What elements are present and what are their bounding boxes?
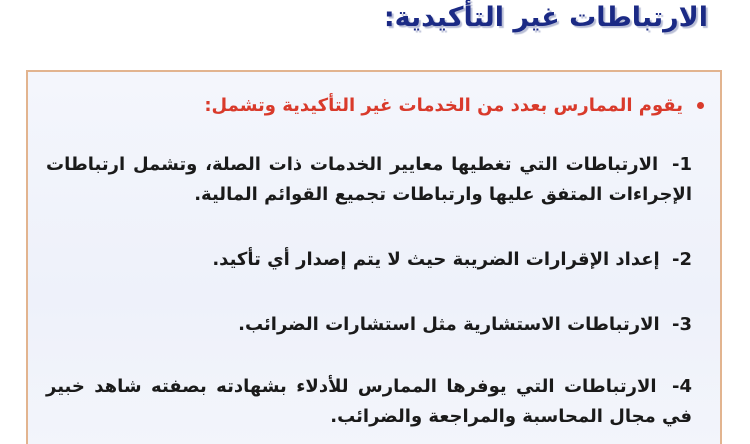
slide-title: الارتباطات غير التأكيدية: <box>383 2 708 33</box>
item-text: الارتباطات التي يوفرها الممارس للأدلاء بشهادته بصفته شاهد خبير في مجال المحاسبة والمراجعة والضرائب. <box>46 376 692 427</box>
title-bar <box>0 0 750 54</box>
item-text: الارتباطات الاستشارية مثل استشارات الضرائب. <box>238 314 660 335</box>
content-box <box>26 70 722 444</box>
bullet-dot-icon <box>697 102 704 109</box>
item-number: 3- <box>671 314 692 335</box>
lead-text: يقوم الممارس بعدد من الخدمات غير التأكيدية وتشمل: <box>204 94 683 116</box>
list-item <box>46 310 692 340</box>
list-item <box>46 150 692 210</box>
item-number: 4- <box>671 376 692 397</box>
item-number: 1- <box>671 154 692 175</box>
item-text: إعداد الإقرارات الضريبة حيث لا يتم إصدار أي تأكيد. <box>212 249 660 270</box>
list-item <box>46 245 692 275</box>
list-item <box>46 372 692 432</box>
item-text: الارتباطات التي تغطيها معايير الخدمات ذات الصلة، وتشمل ارتباطات الإجراءات المتفق عليها وارتباطات تجميع القوائم المالية. <box>46 154 692 205</box>
lead-bullet <box>48 90 704 120</box>
item-number: 2- <box>671 249 692 270</box>
